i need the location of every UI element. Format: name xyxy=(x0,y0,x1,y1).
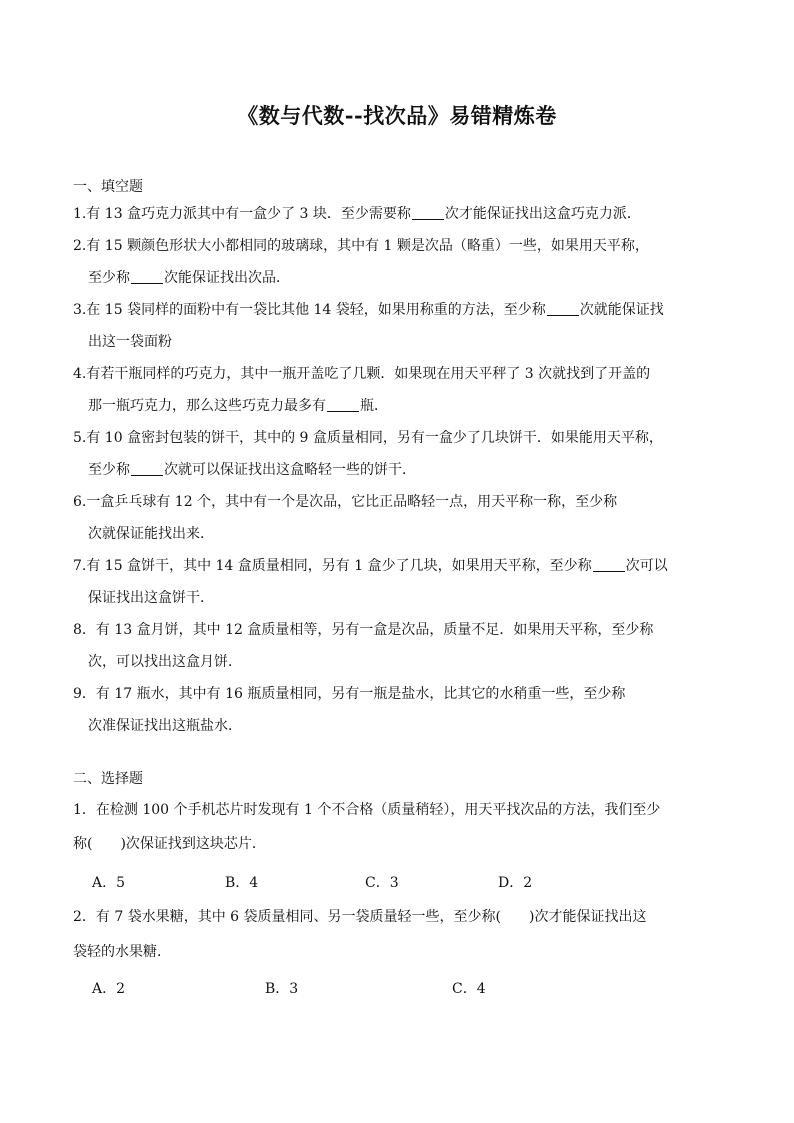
question-text: 9．有 17 瓶水，其中有 16 瓶质量相同，另有一瓶是盐水，比其它的水稍重一些，至少称 xyxy=(73,686,626,702)
question-text: 4.有若干瓶同样的巧克力，其中一瓶开盖吃了几颗．如果现在用天平秤了 3 次就找到了开盖的 xyxy=(73,366,651,382)
section-heading-fill-in: 一、填空题 xyxy=(73,179,143,195)
answer-blank[interactable] xyxy=(131,461,163,476)
option-c[interactable]: C．4 xyxy=(452,981,486,997)
question-text: 保证找出这盒饼干． xyxy=(88,590,214,606)
question-text: 至少称 xyxy=(88,270,130,286)
question-5-line-1 xyxy=(73,428,663,448)
section-heading-multiple-choice: 二、选择题 xyxy=(73,771,143,787)
choice-question-1-options xyxy=(0,872,794,892)
option-b[interactable]: B．3 xyxy=(265,981,299,997)
question-text: 8．有 13 盒月饼，其中 12 盒质量相等，另有一盒是次品，质量不足．如果用天平称，至少称 xyxy=(73,622,654,638)
question-3-line-2 xyxy=(88,332,172,352)
answer-blank[interactable] xyxy=(547,301,579,316)
question-text: 次就能保证找 xyxy=(579,302,664,318)
question-text: 次才能保证找出这盒巧克力派． xyxy=(444,206,641,222)
answer-blank[interactable] xyxy=(131,269,163,284)
question-1 xyxy=(73,204,641,224)
question-text: 次，可以找出这盒月饼． xyxy=(88,654,242,670)
question-4-line-2 xyxy=(88,396,388,416)
choice-question-2-line-2 xyxy=(73,942,171,962)
question-text: 次就可以保证找出这盒略轻一些的饼干． xyxy=(164,462,416,478)
question-text: 5.有 10 盒密封包装的饼干，其中的 9 盒质量相同，另有一盒少了几块饼干．如果能用天平称， xyxy=(73,430,663,446)
question-4-line-1 xyxy=(73,364,650,384)
question-7-line-2 xyxy=(88,588,214,608)
question-text: 袋轻的水果糖． xyxy=(73,944,171,960)
answer-blank[interactable] xyxy=(412,205,444,220)
question-6-line-1 xyxy=(73,492,617,512)
option-a[interactable]: A．5 xyxy=(92,875,126,891)
question-5-line-2 xyxy=(88,460,416,480)
question-text: 至少称 xyxy=(88,462,130,478)
question-text: 次可以 xyxy=(625,558,668,574)
question-3-line-1 xyxy=(73,300,664,320)
question-2-line-1 xyxy=(73,236,649,256)
question-7-line-1 xyxy=(73,556,668,576)
choice-question-2-options xyxy=(0,978,794,998)
page-title: 《数与代数--找次品》易错精炼卷 xyxy=(237,103,557,128)
choice-question-1-line-1 xyxy=(73,800,660,820)
question-text: 瓶． xyxy=(360,398,388,414)
question-text: 6.一盒乒乓球有 12 个，其中有一个是次品，它比正品略轻一点，用天平称一称，至少称 xyxy=(73,494,618,510)
question-text: 1.有 13 盒巧克力派其中有一盒少了 3 块．至少需要称 xyxy=(73,206,411,222)
option-c[interactable]: C．3 xyxy=(365,875,399,891)
option-d[interactable]: D．2 xyxy=(498,875,533,891)
question-text: 1．在检测 100 个手机芯片时发现有 1 个不合格（质量稍轻），用天平找次品的方法，我们至少 xyxy=(73,802,661,818)
question-text: 7.有 15 盒饼干，其中 14 盒质量相同，另有 1 盒少了几块，如果用天平称，至少称 xyxy=(73,558,592,574)
question-9-line-1 xyxy=(73,684,625,704)
question-text: 那一瓶巧克力，那么这些巧克力最多有 xyxy=(88,398,326,414)
option-b[interactable]: B．4 xyxy=(225,875,259,891)
question-text: 出这一袋面粉 xyxy=(88,334,172,350)
option-a[interactable]: A．2 xyxy=(92,981,126,997)
choice-question-1-line-2 xyxy=(73,834,266,854)
question-6-line-2 xyxy=(88,524,214,544)
question-text: 次就保证能找出来． xyxy=(88,526,214,542)
question-text: 2．有 7 袋水果糖，其中 6 袋质量相同、另一袋质量轻一些，至少称( )次才能保证找出这 xyxy=(73,909,647,925)
question-text: 次能保证找出次品． xyxy=(164,270,290,286)
question-8-line-2 xyxy=(88,652,242,672)
question-text: 称( )次保证找到这块芯片． xyxy=(73,836,266,852)
question-8-line-1 xyxy=(73,620,653,640)
answer-blank[interactable] xyxy=(327,397,359,412)
question-text: 次准保证找出这瓶盐水． xyxy=(88,718,242,734)
question-text: 3.在 15 袋同样的面粉中有一袋比其他 14 袋轻，如果用称重的方法，至少称 xyxy=(73,302,546,318)
choice-question-2-line-1 xyxy=(73,907,646,927)
question-2-line-2 xyxy=(88,268,290,288)
question-text: 2.有 15 颗颜色形状大小都相同的玻璃球，其中有 1 颗是次品（略重）一些，如果用天平称， xyxy=(73,238,649,254)
question-9-line-2 xyxy=(88,716,242,736)
answer-blank[interactable] xyxy=(593,557,625,572)
